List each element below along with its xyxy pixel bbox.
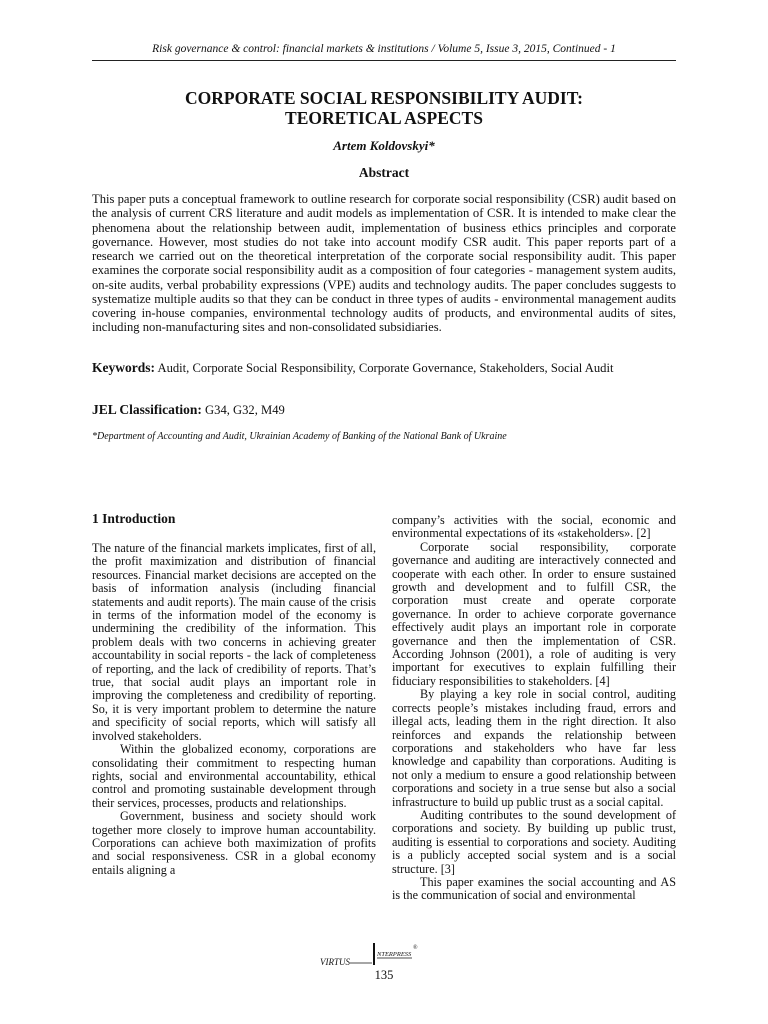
author-affiliation: *Department of Accounting and Audit, Ukrainian Academy of Banking of the National Bank of Ukraine: [92, 431, 507, 442]
publisher-logo: [320, 941, 450, 971]
paragraph: Corporate social responsibility, corporate governance and auditing are interactively connected and cooperate with each other. In order to ensure sustained growth and development and to fulfill CSR, the corporation must create and operate corporate governance. In order to achieve corporate governance effectively audit plays an important role in corporate governance and then the implementation of CSR. According Johnson (2001), a role of auditing is very important for executives to explain fulfilling their fiduciary responsibilities to stakeholders. [4]: [392, 539, 676, 688]
section-heading: 1 Introduction: [92, 511, 176, 526]
title-line-2: TEORETICAL ASPECTS: [285, 108, 483, 128]
jel-classification: [92, 402, 676, 418]
publisher-name-right: NTERPRESS: [377, 951, 412, 958]
paragraph: By playing a key role in social control, auditing corrects people’s mistakes including fraud, errors and illegal acts, leading them in the right direction. It also reinforces and expands the relationship between corporations and stakeholders who have far less knowledge and capability than corporations. Auditing is not only a medium to ensure a good relationship between corporations and society in a true sense but also a social infrastructure to build up public trust as a social capital.: [392, 687, 676, 809]
publisher-name-left: VIRTUS: [320, 957, 350, 967]
paragraph: Government, business and society should work together more closely to improve human accountability. Corporations can achieve both maximization of profits and social responsiveness. CSR in a global economy entails aligning a: [92, 809, 376, 877]
author-name: Artem Koldovskyi*: [333, 138, 435, 153]
page-number: 135: [374, 968, 394, 982]
paragraph: This paper examines the social accounting and AS is the communication of social and environmental: [392, 874, 676, 903]
left-column: [92, 512, 376, 877]
registered-mark: ®: [413, 945, 418, 951]
paragraph: Auditing contributes to the sound development of corporations and society. By building up public trust, auditing is essential to corporations and society. Auditing is a publicly accepted social system and is a social structure. [3]: [392, 807, 676, 876]
paragraph: company’s activities with the social, economic and environmental expectations of its «stakeholders». [2]: [392, 513, 676, 541]
jel-label: JEL Classification:: [92, 402, 202, 417]
keywords-text: Audit, Corporate Social Responsibility, Corporate Governance, Stakeholders, Social Audit: [157, 361, 614, 375]
right-column: [392, 514, 676, 903]
running-head: Risk governance & control: financial markets & institutions / Volume 5, Issue 3, 2015, Continued - 1: [92, 43, 676, 61]
title-line-1: CORPORATE SOCIAL RESPONSIBILITY AUDIT:: [185, 88, 583, 108]
keywords-label: Keywords:: [92, 360, 155, 375]
keywords: [92, 361, 676, 375]
jel-text: G34, G32, M49: [205, 403, 285, 417]
paragraph: The nature of the financial markets implicates, first of all, the profit maximization and distribution of financial resources. Financial market decisions are accepted on the basis of information analysis (including financial statements and audit reports). The main cause of the crisis in terms of the information model of the economy is undermining the credibility of the information. This problem deals with two concerns in achieving greater accountability in social reports - the lack of completeness of reporting, and the lack of credibility of reports. That’s true, that social audit plays an important role in improving the completeness and credibility of reporting. So, it is very important problem to determine the nature and specificity of social reports, which will satisfy all involved stakeholders.: [92, 541, 376, 743]
paragraph: Within the globalized economy, corporations are consolidating their commitment to respecting human rights, social and environmental accountability, ethical control and promoting sustainable development through their services, processes, products and relationships.: [92, 742, 376, 810]
abstract-heading: Abstract: [358, 165, 410, 180]
abstract-text: This paper puts a conceptual framework to outline research for corporate social responsibility (CSR) audit based on the analysis of current CRS literature and audit models as implementation of CSR. It is intended to make clear the phenomena about the relationship between audit, implementation of business ethics principles and corporate governance. However, most studies do not take into account modify CSR audit. This paper reports part of a research we carried out on the theoretical interpretation of the corporate social responsibility audit. This paper examines the corporate social responsibility audit as a composition of four categories - management system audits, on-site audits, verbal probability expressions (VPE) audits and technology audits. The paper concludes suggests to systematize multiple audits so that they can be conduct in three types of audits - environmental management audits covering in-house companies, environmental technology audits of products, and environmental audits of sites, including non-manufacturing sites and non-consolidated subsidiaries.: [92, 192, 676, 335]
article-title: [92, 88, 676, 128]
